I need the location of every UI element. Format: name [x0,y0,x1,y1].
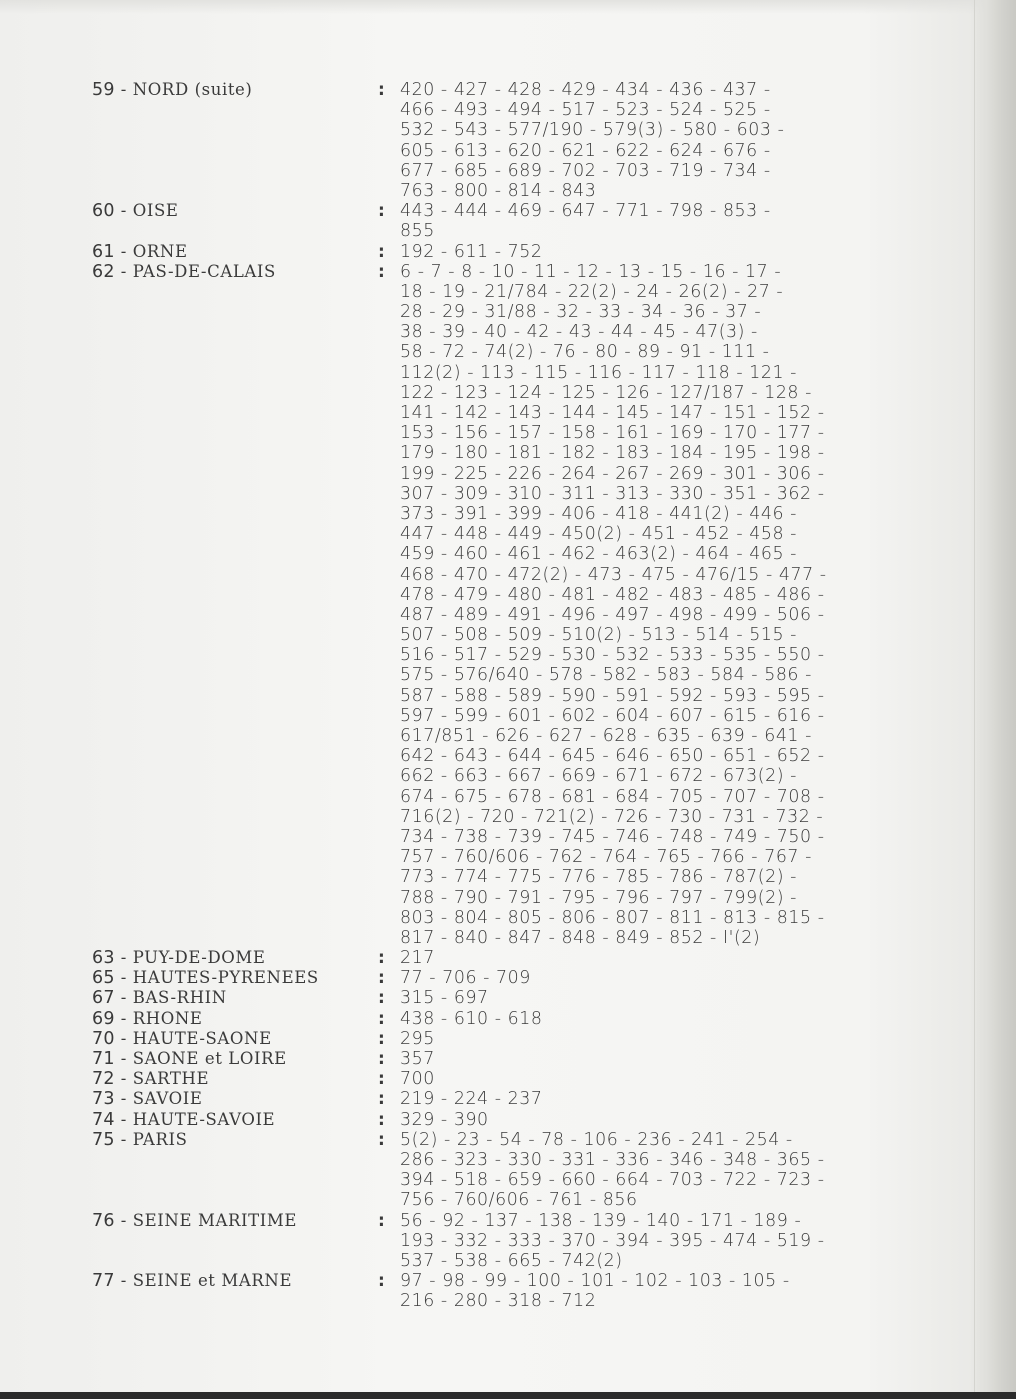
department-name: SEINE et MARNE [132,1271,293,1291]
reference-line: 394 - 518 - 659 - 660 - 664 - 703 - 722 - 723 - [400,1170,825,1191]
reference-line: 18 - 19 - 21/784 - 22(2) - 24 - 26(2) - 27 - [400,281,784,302]
reference-numbers [400,1110,1016,1130]
department-label: 67 - BAS-RHIN [92,988,227,1009]
entry-colon: : [378,988,385,1009]
department-name: SEINE MARITIME [132,1210,297,1230]
department-number: 70 [92,1028,115,1049]
reference-line: 97 - 98 - 99 - 100 - 101 - 102 - 103 - 105 - [400,1271,790,1292]
reference-line: 77 - 706 - 709 [400,968,531,989]
reference-line: 756 - 760/606 - 761 - 856 [400,1190,638,1211]
reference-line: 315 - 697 [400,988,489,1009]
department-label: 74 - HAUTE-SAVOIE [92,1109,276,1130]
department-entry [0,968,1016,988]
reference-line: 56 - 92 - 137 - 138 - 139 - 140 - 171 - 189 - [400,1210,802,1231]
reference-numbers [400,1009,1016,1029]
reference-line: 716(2) - 720 - 721(2) - 726 - 730 - 731 - 732 - [400,806,824,827]
reference-line: 286 - 323 - 330 - 331 - 336 - 346 - 348 - 365 - [400,1149,825,1170]
reference-numbers [400,1089,1016,1109]
entry-colon: : [378,1028,385,1049]
department-label: 60 - OISE [92,201,179,222]
reference-line: 478 - 479 - 480 - 481 - 482 - 483 - 485 - 486 - [400,584,825,605]
department-label: 65 - HAUTES-PYRENEES [92,968,319,989]
reference-numbers [400,1271,1016,1311]
department-entry [0,262,1016,948]
reference-line: 773 - 774 - 775 - 776 - 785 - 786 - 787(2) - [400,867,797,888]
department-entry [0,1130,1016,1211]
reference-line: 58 - 72 - 74(2) - 76 - 80 - 89 - 91 - 111 - [400,342,770,363]
reference-line: 487 - 489 - 491 - 496 - 497 - 498 - 499 - 506 - [400,604,825,625]
reference-line: 199 - 225 - 226 - 264 - 267 - 269 - 301 - 306 - [400,463,825,484]
department-entry [0,1029,1016,1049]
reference-line: 420 - 427 - 428 - 429 - 434 - 436 - 437 - [400,80,771,100]
department-name: PAS-DE-CALAIS [132,261,276,281]
reference-line: 122 - 123 - 124 - 125 - 126 - 127/187 - 128 - [400,382,812,403]
department-number: 71 [92,1049,115,1069]
department-entry [0,80,1016,201]
reference-line: 373 - 391 - 399 - 406 - 418 - 441(2) - 446 - [400,503,797,524]
department-label: 75 - PARIS [92,1129,188,1150]
department-entry [0,1009,1016,1029]
department-name: OISE [132,201,179,221]
reference-line: 617/851 - 626 - 627 - 628 - 635 - 639 - 641 - [400,726,812,746]
reference-line: 803 - 804 - 805 - 806 - 807 - 811 - 813 - 815 - [400,907,825,928]
reference-line: 700 [400,1069,435,1090]
department-label: 59 - NORD (suite) [92,80,253,100]
department-number: 77 [92,1271,115,1292]
reference-line: 357 [400,1049,435,1069]
reference-numbers [400,201,1016,241]
entry-colon: : [378,1008,385,1029]
department-name: ORNE [132,241,188,261]
reference-numbers [400,262,1016,948]
reference-numbers [400,1029,1016,1049]
reference-numbers [400,1049,1016,1069]
department-label: 69 - RHONE [92,1008,203,1029]
department-label: 62 - PAS-DE-CALAIS [92,261,276,282]
reference-numbers [400,242,1016,262]
entry-colon: : [378,261,385,282]
entry-colon: : [378,1129,385,1150]
department-name: HAUTE-SAONE [132,1028,272,1048]
reference-line: 112(2) - 113 - 115 - 116 - 117 - 118 - 121 - [400,362,797,383]
department-index-list [0,80,1016,1311]
department-name: SAVOIE [132,1089,203,1109]
department-name: RHONE [132,1008,203,1028]
reference-line: 193 - 332 - 333 - 370 - 394 - 395 - 474 - 519 - [400,1230,825,1251]
department-number: 60 [92,201,115,222]
entry-colon: : [378,1271,385,1292]
department-number: 61 [92,241,115,262]
department-number: 67 [92,988,115,1009]
reference-line: 587 - 588 - 589 - 590 - 591 - 592 - 593 - 595 - [400,685,825,706]
department-name: HAUTE-SAVOIE [132,1109,276,1129]
reference-line: 734 - 738 - 739 - 745 - 746 - 748 - 749 - 750 - [400,826,825,847]
reference-line: 677 - 685 - 689 - 702 - 703 - 719 - 734 - [400,160,771,181]
department-number: 59 [92,80,115,100]
reference-numbers [400,1211,1016,1272]
department-label: 63 - PUY-DE-DOME [92,948,266,969]
entry-colon: : [378,1049,385,1069]
reference-line: 532 - 543 - 577/190 - 579(3) - 580 - 603 - [400,120,785,141]
reference-line: 516 - 517 - 529 - 530 - 532 - 533 - 535 - 550 - [400,645,825,666]
entry-colon: : [378,1109,385,1130]
entry-colon: : [378,201,385,222]
reference-line: 662 - 663 - 667 - 669 - 671 - 672 - 673(2) - [400,766,797,787]
reference-line: 763 - 800 - 814 - 843 [400,180,597,201]
reference-line: 6 - 7 - 8 - 10 - 11 - 12 - 13 - 15 - 16 - 17 - [400,261,782,282]
reference-line: 192 - 611 - 752 [400,241,543,262]
department-name: SAONE et LOIRE [132,1049,287,1068]
reference-line: 466 - 493 - 494 - 517 - 523 - 524 - 525 - [400,100,771,121]
department-entry [0,201,1016,241]
department-number: 74 [92,1109,115,1130]
reference-line: 438 - 610 - 618 [400,1008,543,1029]
entry-colon: : [378,1069,385,1090]
reference-line: 674 - 675 - 678 - 681 - 684 - 705 - 707 - 708 - [400,786,825,807]
department-name: PARIS [132,1129,188,1149]
page-top-shadow [0,0,1016,14]
department-label: 61 - ORNE [92,241,188,262]
reference-line: 507 - 508 - 509 - 510(2) - 513 - 514 - 515 - [400,625,797,646]
department-label: 72 - SARTHE [92,1069,210,1090]
reference-line: 219 - 224 - 237 [400,1089,543,1110]
reference-line: 307 - 309 - 310 - 311 - 313 - 330 - 351 - 362 - [400,483,825,504]
reference-line: 443 - 444 - 469 - 647 - 771 - 798 - 853 - [400,201,771,222]
department-name: BAS-RHIN [132,988,227,1008]
entry-colon: : [378,80,385,100]
department-entry [0,988,1016,1008]
department-number: 62 [92,261,115,282]
department-entry [0,1211,1016,1272]
reference-numbers [400,968,1016,988]
reference-line: 216 - 280 - 318 - 712 [400,1291,597,1312]
reference-numbers [400,1130,1016,1211]
reference-line: 537 - 538 - 665 - 742(2) [400,1250,623,1271]
department-entry [0,1110,1016,1130]
reference-line: 329 - 390 [400,1109,489,1130]
department-entry [0,242,1016,262]
reference-numbers [400,80,1016,201]
reference-numbers [400,1069,1016,1089]
department-name: SARTHE [132,1069,210,1089]
reference-line: 28 - 29 - 31/88 - 32 - 33 - 34 - 36 - 37 - [400,302,762,323]
scan-bottom-border [0,1392,1016,1399]
department-number: 73 [92,1089,115,1110]
department-entry [0,948,1016,968]
department-number: 65 [92,968,115,989]
department-name: NORD (suite) [132,80,253,99]
department-name: PUY-DE-DOME [132,948,266,968]
reference-line: 179 - 180 - 181 - 182 - 183 - 184 - 195 - 198 - [400,443,825,464]
reference-line: 153 - 156 - 157 - 158 - 161 - 169 - 170 - 177 - [400,423,825,444]
reference-line: 605 - 613 - 620 - 621 - 622 - 624 - 676 - [400,140,771,161]
reference-line: 597 - 599 - 601 - 602 - 604 - 607 - 615 - 616 - [400,705,825,726]
reference-line: 295 [400,1028,435,1049]
department-entry [0,1069,1016,1089]
entry-colon: : [378,948,385,969]
reference-line: 468 - 470 - 472(2) - 473 - 475 - 476/15 - 477 - [400,564,827,585]
reference-line: 217 [400,948,435,969]
reference-numbers [400,988,1016,1008]
reference-line: 757 - 760/606 - 762 - 764 - 765 - 766 - 767 - [400,847,812,868]
department-name: HAUTES-PYRENEES [132,968,319,988]
department-label: 71 - SAONE et LOIRE [92,1049,287,1069]
reference-line: 575 - 576/640 - 578 - 582 - 583 - 584 - 586 - [400,665,812,686]
department-number: 75 [92,1129,115,1150]
entry-colon: : [378,1210,385,1231]
entry-colon: : [378,241,385,262]
reference-line: 447 - 448 - 449 - 450(2) - 451 - 452 - 458 - [400,524,797,545]
department-entry [0,1089,1016,1109]
department-label: 70 - HAUTE-SAONE [92,1028,272,1049]
reference-numbers [400,948,1016,968]
department-number: 76 [92,1210,115,1231]
department-entry [0,1049,1016,1069]
reference-line: 38 - 39 - 40 - 42 - 43 - 44 - 45 - 47(3) - [400,322,758,343]
department-number: 69 [92,1008,115,1029]
reference-line: 141 - 142 - 143 - 144 - 145 - 147 - 151 - 152 - [400,403,825,423]
reference-line: 817 - 840 - 847 - 848 - 849 - 852 - I'(2) [400,927,761,948]
department-label: 76 - SEINE MARITIME [92,1210,297,1231]
reference-line: 855 [400,221,435,242]
entry-colon: : [378,1089,385,1110]
department-label: 73 - SAVOIE [92,1089,203,1110]
department-number: 72 [92,1069,115,1090]
reference-line: 788 - 790 - 791 - 795 - 796 - 797 - 799(2) - [400,887,797,908]
department-number: 63 [92,948,115,969]
reference-line: 642 - 643 - 644 - 645 - 646 - 650 - 651 - 652 - [400,746,825,767]
entry-colon: : [378,968,385,989]
department-label: 77 - SEINE et MARNE [92,1271,293,1292]
reference-line: 459 - 460 - 461 - 462 - 463(2) - 464 - 465 - [400,544,797,565]
reference-line: 5(2) - 23 - 54 - 78 - 106 - 236 - 241 - 254 - [400,1129,793,1150]
department-entry [0,1271,1016,1311]
